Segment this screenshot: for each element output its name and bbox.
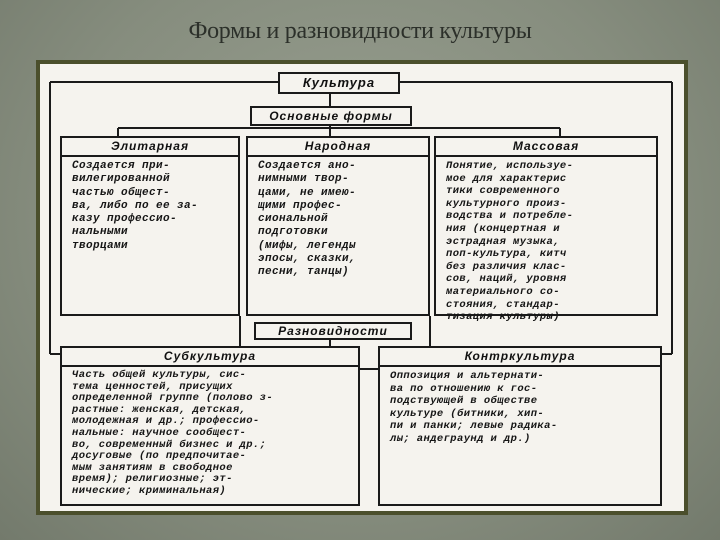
varieties-header [254, 322, 412, 340]
variety-counterculture-text: Оппозиция и альтернати- ва по отношению к гос- подствующей в обществе культуре (битники, хип- пи и панки; левые радика- лы; андеграунд и др.) [390, 370, 558, 445]
root-node [278, 72, 400, 94]
variety-subculture-title: Субкультура [62, 348, 358, 367]
form-folk [246, 136, 430, 316]
variety-subculture-text: Часть общей культуры, сис- тема ценностей, присущих определенной группе (полово з- растные: женская, детская, молодежная и др.; профессио- нальные: научное сообщест- во, современный бизнес и др.; досуговые (по предпочитае- мым занятиям в свободное время); религиозные; эт- нические; криминальная) [72, 369, 274, 497]
form-folk-title: Народная [248, 138, 428, 157]
forms-header-label: Основные формы [269, 109, 393, 123]
form-elite-title: Элитарная [62, 138, 238, 157]
variety-counterculture-title: Контркультура [380, 348, 660, 367]
variety-subculture [60, 346, 360, 506]
form-elite [60, 136, 240, 316]
varieties-header-label: Разновидности [278, 324, 388, 338]
root-label: Культура [302, 75, 376, 90]
form-elite-text: Создается при- вилегированной частью общест- ва, либо по ее за- казу профессио- нальными творцами [72, 160, 199, 252]
form-mass-title: Массовая [436, 138, 656, 157]
variety-counterculture [378, 346, 662, 506]
scanned-diagram [40, 64, 684, 511]
forms-header [250, 106, 412, 126]
form-mass-text: Понятие, используе- мое для характерис тики современного культурного произ- водства и потребле- ния (концертная и эстрадная музыка, поп-культура, китч без различия клас- сов, наций, уровня материального со- стояния, стандар- тизация культуры) [446, 160, 574, 324]
form-mass [434, 136, 658, 324]
form-folk-text: Создается ано- нимными твор- цами, не имею- щими профес- сиональной подготовки (мифы, легенды эпосы, сказки, песни, танцы) [258, 160, 357, 279]
slide-title: Формы и разновидности культуры [188, 18, 532, 44]
